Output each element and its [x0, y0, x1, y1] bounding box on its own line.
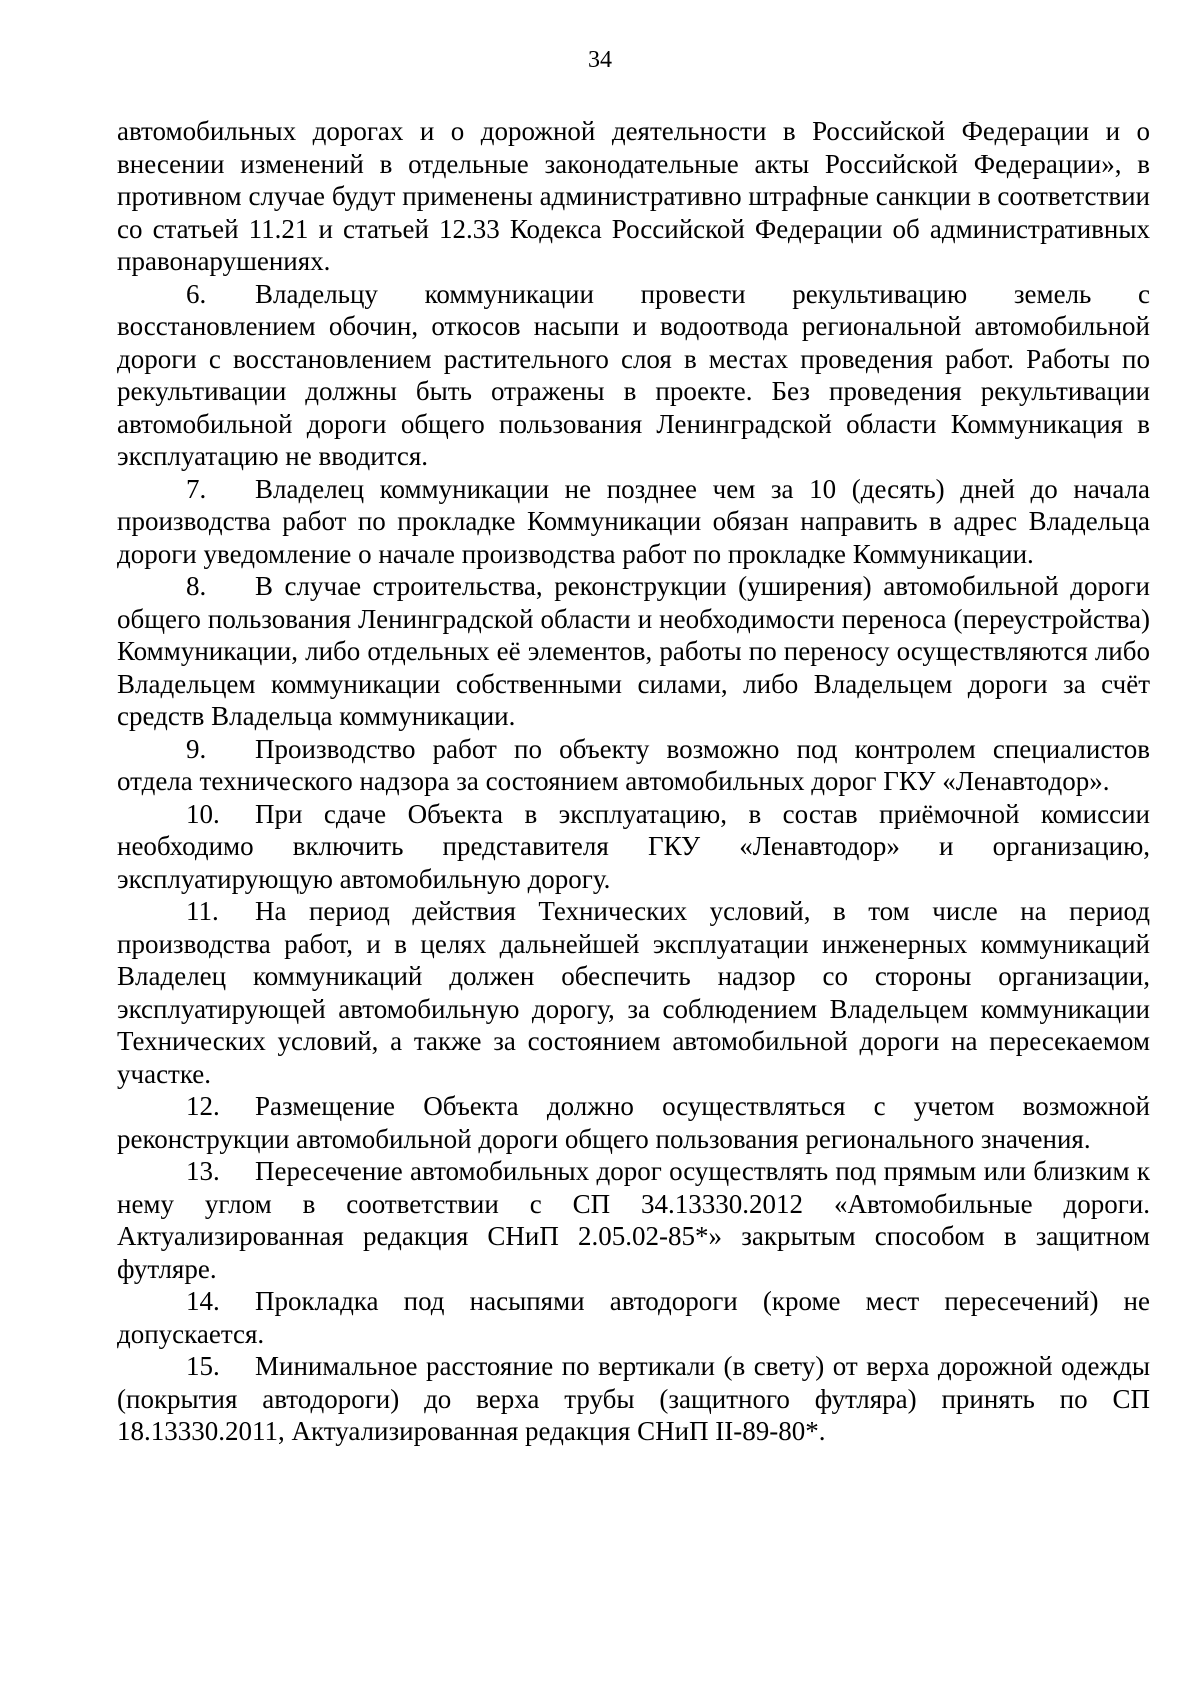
list-item-13	[117, 1155, 1150, 1285]
list-item-number: 15.	[186, 1351, 220, 1381]
list-item-text: Минимальное расстояние по вертикали (в свету) от верха дорожной одежды (покрытия автодороги) до верха трубы (защитного футляра) принять по СП 18.13330.2011, Актуализированная редакция СНиП II-89-80*.	[117, 1351, 1150, 1446]
list-item-number: 7.	[186, 473, 207, 504]
list-item-text: Пересечение автомобильных дорог осуществлять под прямым или близким к нему углом в соответствии с СП 34.13330.2012 «Автомобильные дороги. Актуализированная редакция СНиП 2.05.02-85*» закрытым способом в защитном футляре.	[117, 1156, 1150, 1284]
list-item-number: 11.	[186, 896, 219, 926]
list-item-number: 10.	[186, 798, 220, 829]
list-item-number: 8.	[186, 571, 207, 601]
list-item-text: Производство работ по объекту возможно под контролем специалистов отдела технического надзора за состоянием автомобильных дорог ГКУ «Ленавтодор».	[117, 733, 1150, 796]
list-item-number: 14.	[186, 1286, 220, 1316]
list-item-text: Прокладка под насыпями автодороги (кроме мест пересечений) не допускается.	[117, 1286, 1150, 1349]
continuation-paragraph: автомобильных дорогах и о дорожной деятельности в Российской Федерации и о внесении изменений в отдельные законодательные акты Российской Федерации», в противном случае будут применены административно штрафные санкции в соответствии со статьей 11.21 и статьей 12.33 Кодекса Российской Федерации об административных правонарушениях.	[117, 116, 1150, 276]
list-item-number: 12.	[186, 1091, 220, 1121]
list-item-number: 6.	[186, 278, 207, 309]
document-body	[117, 115, 1150, 1448]
list-item-text: На период действия Технических условий, в том числе на период производства работ, и в целях дальнейшей эксплуатации инженерных коммуникаций Владелец коммуникаций должен обеспечить надзор со стороны организации, эксплуатирующей автомобильную дорогу, за соблюдением Владельцем коммуникации Технических условий, а также за состоянием автомобильной дороги на пересекаемом участке.	[117, 896, 1150, 1089]
list-item-text: Владельцу коммуникации провести рекультивацию земель с восстановлением обочин, откосов насыпи и водоотвода региональной автомобильной дороги с восстановлением растительного слоя в местах проведения работ. Работы по рекультивации должны быть отражены в проекте. Без проведения рекультивации автомобильной дороги общего пользования Ленинградской области Коммуникация в эксплуатацию не вводится.	[117, 278, 1150, 471]
list-item-number: 13.	[186, 1156, 220, 1186]
list-item-9	[117, 733, 1150, 798]
list-item-text: Владелец коммуникации не позднее чем за 10 (десять) дней до начала производства работ по прокладке Коммуникации обязан направить в адрес Владельца дороги уведомление о начале производства работ по прокладке Коммуникации.	[117, 473, 1150, 569]
list-item-text: При сдаче Объекта в эксплуатацию, в состав приёмочной комиссии необходимо включить представителя ГКУ «Ленавтодор» и организацию, эксплуатирующую автомобильную дорогу.	[117, 798, 1150, 894]
list-item-10	[117, 798, 1150, 896]
list-item-15	[117, 1350, 1150, 1448]
list-item-14	[117, 1285, 1150, 1350]
list-item-text: В случае строительства, реконструкции (уширения) автомобильной дороги общего пользования Ленинградской области и необходимости переноса (переустройства) Коммуникации, либо отдельных её элементов, работы по переносу осуществляются либо Владельцем коммуникации собственными силами, либо Владельцем дороги за счёт средств Владельца коммуникации.	[117, 571, 1150, 731]
list-item-text: Размещение Объекта должно осуществляться с учетом возможной реконструкции автомобильной дороги общего пользования регионального значения.	[117, 1091, 1150, 1154]
list-item-6	[117, 278, 1150, 473]
list-item-8	[117, 570, 1150, 733]
page-number: 34	[588, 47, 612, 73]
list-item-12	[117, 1090, 1150, 1155]
list-item-number: 9.	[186, 733, 207, 764]
list-item-11	[117, 895, 1150, 1090]
list-item-7	[117, 473, 1150, 571]
